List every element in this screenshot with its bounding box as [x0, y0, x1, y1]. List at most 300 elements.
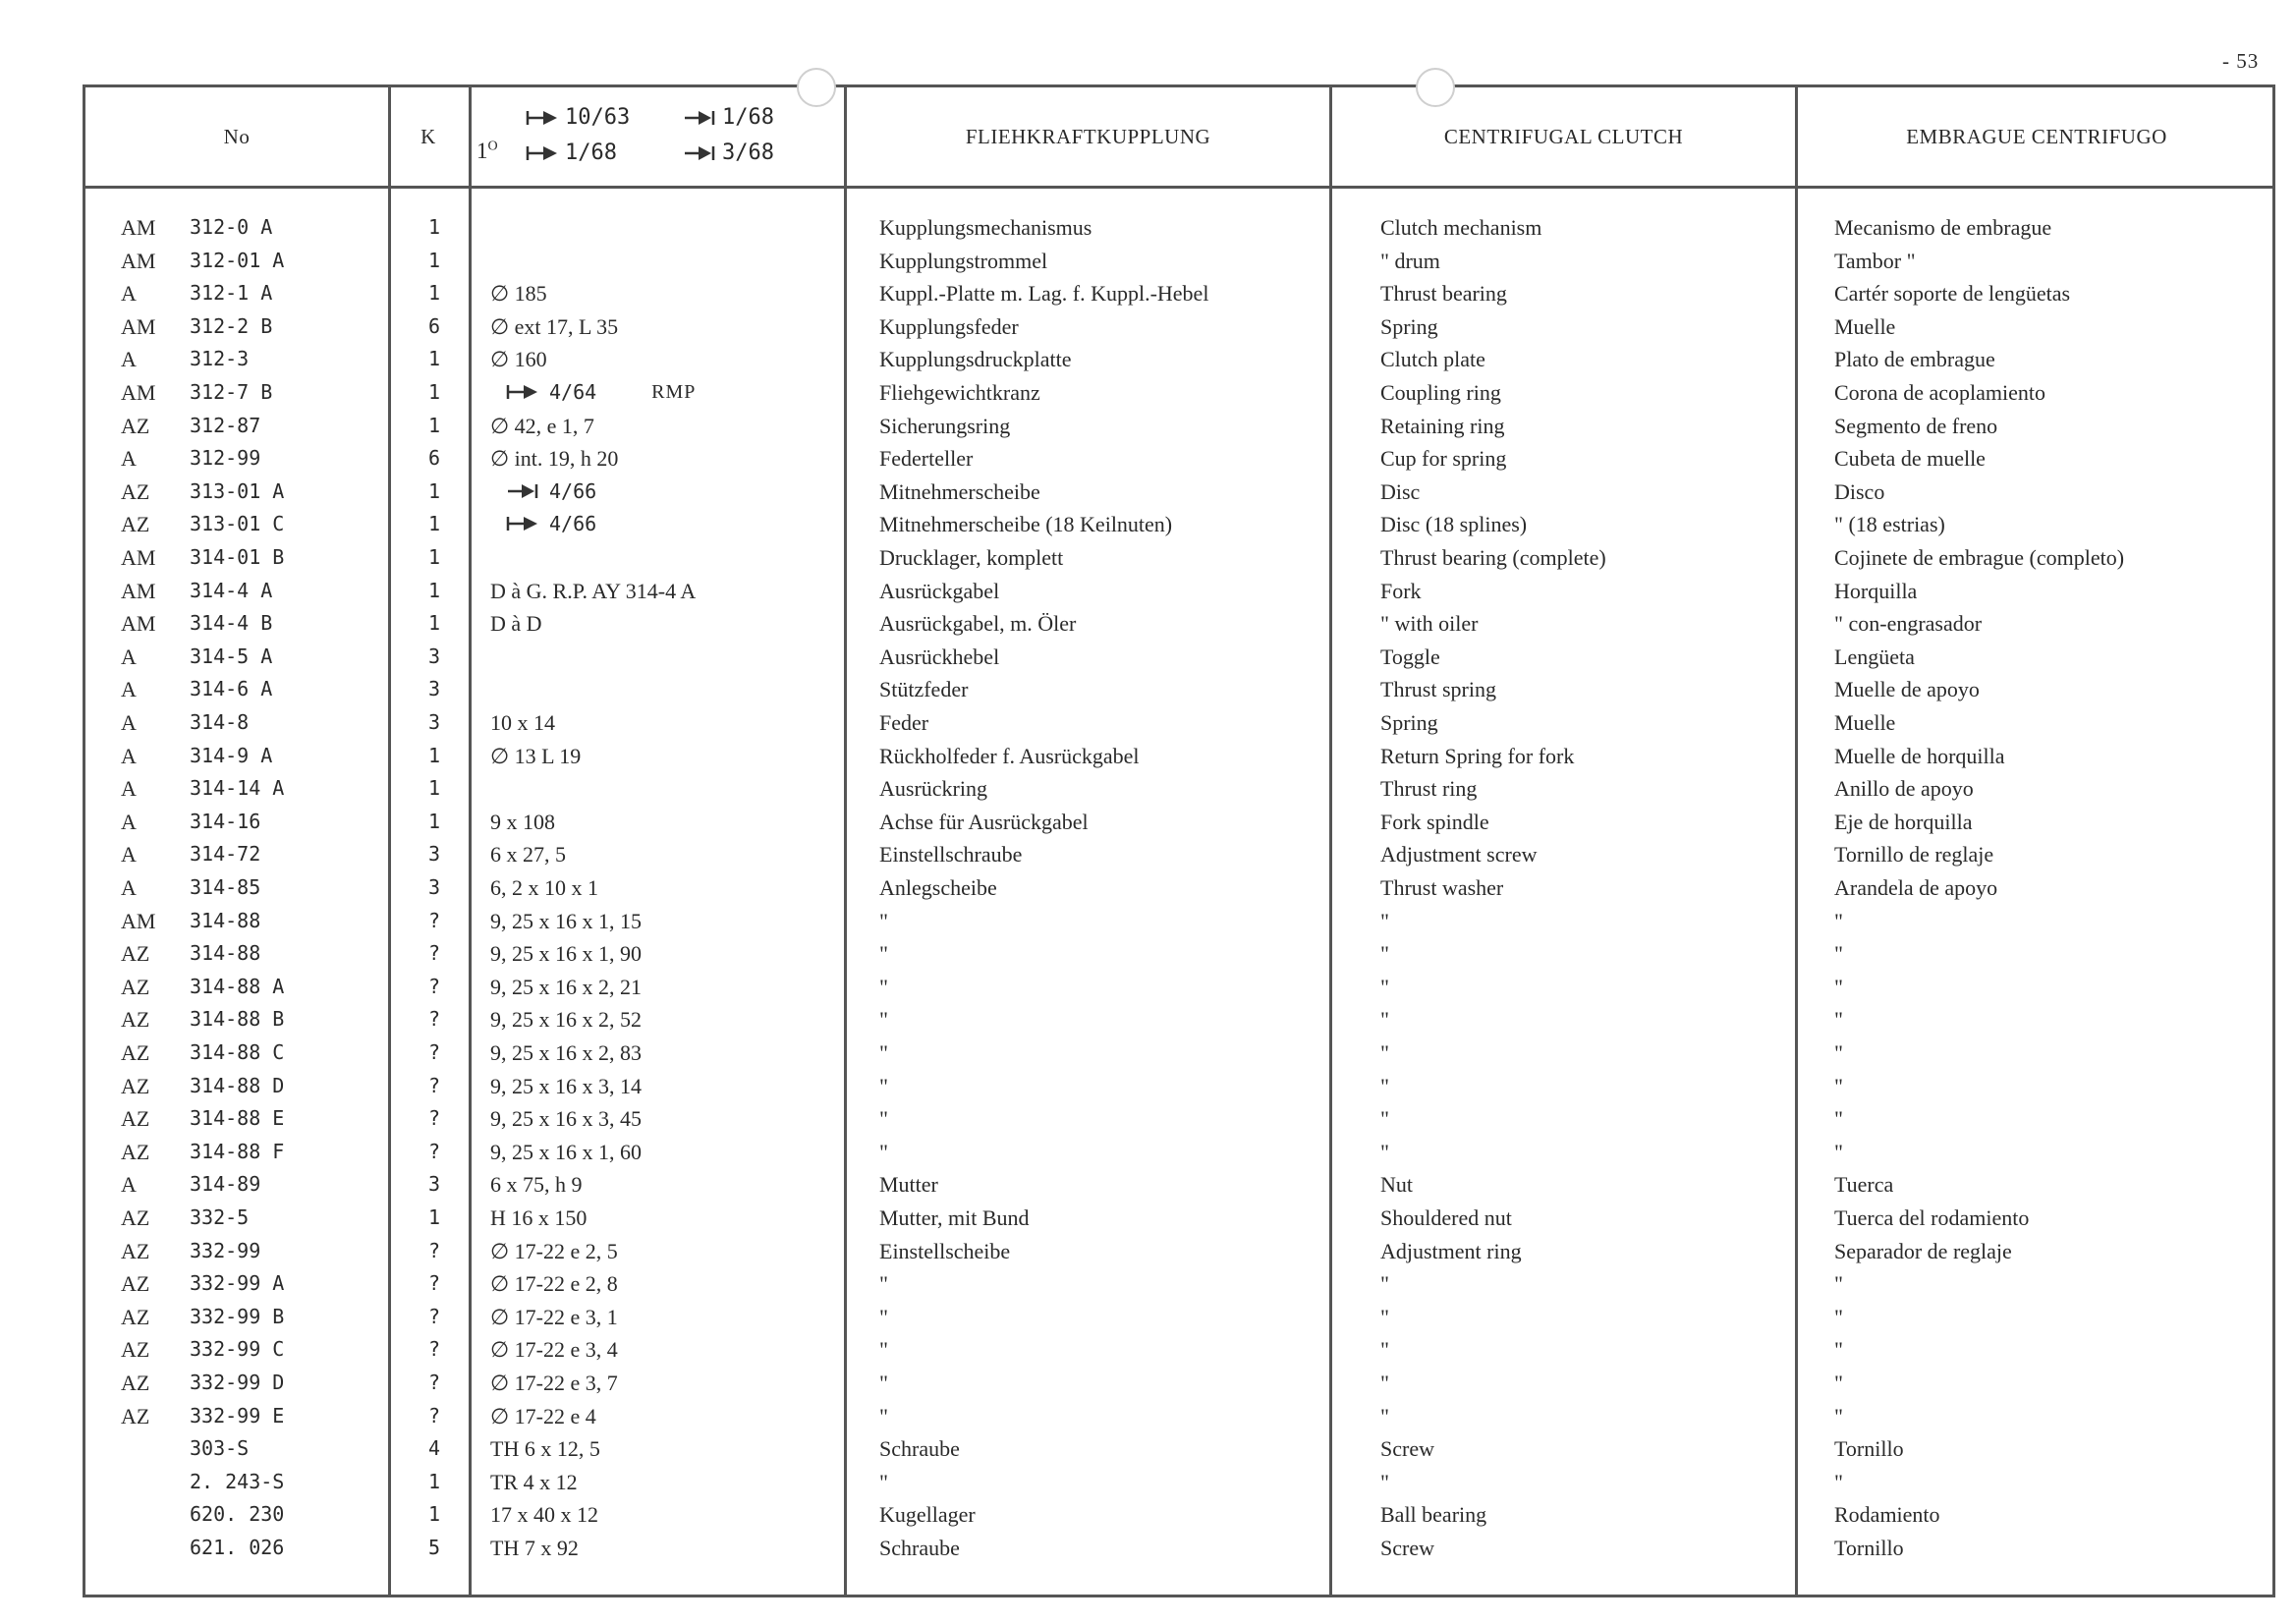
table-row [85, 744, 2272, 777]
german-description: " [879, 1139, 888, 1164]
table-row [85, 380, 2272, 414]
part-spec: 4/66 [490, 479, 596, 503]
table-row [85, 1371, 2272, 1404]
english-description: Thrust ring [1380, 776, 1478, 802]
part-number: 314-89 [190, 1172, 261, 1197]
part-quantity: 1 [427, 215, 441, 239]
spanish-description: Tuerca del rodamiento [1834, 1205, 2030, 1230]
german-description: " [879, 1304, 888, 1329]
part-spec: ∅ 17-22 e 3, 1 [490, 1304, 618, 1329]
spanish-description: Anillo de apoyo [1834, 776, 1974, 802]
part-spec: 6, 2 x 10 x 1 [490, 875, 598, 900]
part-spec: TH 7 x 92 [490, 1536, 579, 1560]
part-quantity: ? [427, 1304, 441, 1328]
part-prefix: AZ [121, 478, 150, 504]
part-spec: D à G. R.P. AY 314-4 A [490, 578, 697, 603]
english-description: Screw [1380, 1536, 1434, 1560]
table-row [85, 810, 2272, 843]
part-prefix: AZ [121, 1040, 150, 1065]
german-description: Mutter, mit Bund [879, 1205, 1030, 1230]
part-prefix: AM [121, 248, 156, 273]
german-description: Mutter [879, 1172, 938, 1198]
german-description: " [879, 1007, 888, 1033]
part-spec: ∅ 17-22 e 3, 4 [490, 1337, 618, 1363]
spanish-description: Disco [1834, 478, 1885, 504]
part-prefix: AZ [121, 974, 150, 999]
part-prefix: AZ [121, 941, 150, 967]
column-header-english: CENTRIFUGAL CLUTCH [1443, 124, 1684, 148]
english-description: " [1380, 1073, 1389, 1098]
part-number: 620. 230 [190, 1502, 285, 1527]
english-description: Cup for spring [1380, 446, 1507, 472]
part-spec: ∅ 17-22 e 2, 5 [490, 1238, 618, 1263]
english-description: " drum [1380, 248, 1440, 273]
spanish-description: Corona de acoplamiento [1834, 380, 2046, 405]
part-prefix: AZ [121, 1238, 150, 1263]
part-quantity: 1 [427, 545, 441, 569]
part-quantity: 1 [427, 1205, 441, 1229]
table-row [85, 1040, 2272, 1074]
german-description: Kupplungstrommel [879, 248, 1048, 273]
english-description: Shouldered nut [1380, 1205, 1512, 1230]
spanish-description: " [1834, 1271, 1843, 1297]
part-number: 312-99 [190, 446, 261, 471]
german-description: Kugellager [879, 1502, 976, 1528]
table-row [85, 1239, 2272, 1272]
part-prefix: AM [121, 578, 156, 603]
spanish-description: " [1834, 1403, 1843, 1428]
part-number: 332-5 [190, 1205, 250, 1229]
part-spec: 4/64 RMP [490, 380, 696, 404]
part-quantity: ? [427, 1073, 441, 1097]
german-description: Sicherungsring [879, 413, 1011, 438]
part-quantity: ? [427, 941, 441, 966]
start-arrow-icon [506, 383, 539, 401]
part-prefix: AM [121, 380, 156, 405]
part-quantity: 1 [427, 611, 441, 636]
part-prefix: A [121, 1172, 137, 1198]
english-description: Fork spindle [1380, 809, 1489, 834]
part-number: 314-01 B [190, 545, 285, 569]
column-header-german: FLIEHKRAFTKUPPLUNG [965, 124, 1211, 148]
part-number: 314-88 F [190, 1139, 285, 1163]
german-description: Kupplungsdruckplatte [879, 347, 1072, 372]
end-arrow-icon [683, 109, 716, 127]
part-spec: 6 x 27, 5 [490, 842, 566, 868]
part-number: 312-2 B [190, 313, 273, 338]
part-quantity: 1 [427, 578, 441, 602]
part-prefix: A [121, 743, 137, 768]
german-description: " [879, 1106, 888, 1132]
part-spec: 9 x 108 [490, 809, 555, 834]
part-spec: 9, 25 x 16 x 2, 21 [490, 974, 642, 999]
table-row [85, 249, 2272, 282]
part-prefix: AM [121, 545, 156, 570]
german-description: Ausrückgabel, m. Öler [879, 611, 1077, 637]
english-description: " [1380, 1337, 1389, 1363]
spanish-description: Horquilla [1834, 578, 1918, 603]
part-quantity: 6 [427, 313, 441, 338]
spanish-description: Tornillo de reglaje [1834, 842, 1994, 868]
part-quantity: ? [427, 1337, 441, 1362]
english-description: Thrust bearing (complete) [1380, 545, 1606, 570]
part-prefix: AZ [121, 1139, 150, 1164]
part-quantity: ? [427, 1106, 441, 1131]
english-description: Retaining ring [1380, 413, 1505, 438]
part-quantity: 1 [427, 248, 441, 272]
german-description: Stützfeder [879, 677, 969, 702]
table-row [85, 875, 2272, 909]
table-row [85, 1271, 2272, 1305]
table-row [85, 710, 2272, 744]
part-number: 314-88 [190, 908, 261, 932]
part-quantity: 1 [427, 743, 441, 767]
part-spec: TR 4 x 12 [490, 1469, 578, 1494]
english-description: Nut [1380, 1172, 1413, 1198]
part-quantity: 1 [427, 413, 441, 437]
german-description: " [879, 1073, 888, 1098]
english-description: Disc [1380, 478, 1421, 504]
german-description: Drucklager, komplett [879, 545, 1064, 570]
spanish-description: " [1834, 1469, 1843, 1494]
table-row [85, 1007, 2272, 1040]
german-description: " [879, 1040, 888, 1065]
column-header-spanish: EMBRAGUE CENTRIFUGO [1906, 124, 2167, 148]
part-number: 312-3 [190, 347, 250, 371]
table-row [85, 479, 2272, 513]
english-description: " [1380, 1007, 1389, 1033]
german-description: Kuppl.-Platte m. Lag. f. Kuppl.-Hebel [879, 281, 1209, 307]
table-row [85, 215, 2272, 249]
part-quantity: 1 [427, 776, 441, 801]
part-prefix: A [121, 347, 137, 372]
spanish-description: " [1834, 1073, 1843, 1098]
table-row [85, 611, 2272, 644]
table-row [85, 1404, 2272, 1437]
part-spec: 17 x 40 x 12 [490, 1502, 598, 1528]
part-number: 303-S [190, 1436, 250, 1461]
part-prefix: A [121, 776, 137, 802]
start-arrow-icon [526, 144, 559, 162]
table-row [85, 909, 2272, 942]
part-quantity: 1 [427, 809, 441, 833]
part-spec: ∅ 17-22 e 3, 7 [490, 1371, 618, 1395]
part-spec: ∅ 17-22 e 4 [490, 1403, 596, 1428]
spanish-description: Separador de reglaje [1834, 1238, 2012, 1263]
part-number: 314-4 A [190, 578, 273, 602]
table-row [85, 545, 2272, 579]
part-prefix: A [121, 677, 137, 702]
spanish-description: " [1834, 908, 1843, 933]
part-spec: ∅ 17-22 e 2, 8 [490, 1271, 618, 1297]
german-description: Ausrückhebel [879, 644, 1000, 669]
spanish-description: Cartér soporte de lengüetas [1834, 281, 2071, 307]
part-number: 332-99 A [190, 1271, 285, 1296]
english-description: " [1380, 941, 1389, 967]
part-spec: 9, 25 x 16 x 3, 45 [490, 1106, 642, 1132]
german-description: " [879, 908, 888, 933]
spanish-description: " [1834, 1304, 1843, 1329]
part-prefix: AZ [121, 413, 150, 438]
german-description: " [879, 1271, 888, 1297]
english-description: Adjustment screw [1380, 842, 1538, 868]
table-row [85, 281, 2272, 314]
part-prefix: AZ [121, 1271, 150, 1297]
part-prefix: A [121, 644, 137, 669]
part-spec: ∅ ext 17, L 35 [490, 313, 619, 339]
part-spec: ∅ int. 19, h 20 [490, 446, 619, 472]
spec-note: RMP [651, 380, 697, 403]
table-row [85, 1172, 2272, 1205]
spanish-description: Muelle de apoyo [1834, 677, 1980, 702]
part-prefix: AZ [121, 1007, 150, 1033]
part-quantity: 1 [427, 1502, 441, 1527]
part-spec: H 16 x 150 [490, 1205, 588, 1230]
part-quantity: ? [427, 1403, 441, 1428]
part-prefix: AM [121, 611, 156, 637]
part-prefix: AZ [121, 1106, 150, 1132]
part-number: 314-88 D [190, 1073, 285, 1097]
part-number: 314-6 A [190, 677, 273, 701]
english-description: Adjustment ring [1380, 1238, 1522, 1263]
spanish-description: " [1834, 941, 1843, 967]
german-description: " [879, 1371, 888, 1395]
part-number: 312-01 A [190, 248, 285, 272]
part-quantity: ? [427, 1139, 441, 1163]
table-row [85, 776, 2272, 810]
part-spec: ∅ 185 [490, 281, 547, 307]
table-row [85, 941, 2272, 975]
german-description: Kupplungsmechanismus [879, 215, 1092, 240]
table-row [85, 1436, 2272, 1470]
english-description: Screw [1380, 1436, 1434, 1462]
column-header-spec [469, 87, 844, 186]
english-description: Thrust washer [1380, 875, 1504, 900]
parts-table [83, 84, 2275, 1597]
part-prefix: A [121, 875, 137, 900]
table-row [85, 1140, 2272, 1173]
spec-header-item: 10/63 [526, 105, 630, 130]
english-description: " [1380, 1304, 1389, 1329]
part-number: 313-01 C [190, 512, 285, 536]
german-description: Achse für Ausrückgabel [879, 809, 1089, 834]
spanish-description: Segmento de freno [1834, 413, 1998, 438]
english-description: Clutch mechanism [1380, 215, 1542, 240]
spanish-description: " [1834, 1371, 1843, 1395]
part-spec: 10 x 14 [490, 710, 555, 735]
end-arrow-icon [683, 144, 716, 162]
part-prefix: AZ [121, 1205, 150, 1230]
part-spec: 9, 25 x 16 x 1, 90 [490, 941, 642, 967]
part-prefix: AZ [121, 1073, 150, 1098]
english-description: Ball bearing [1380, 1502, 1487, 1528]
part-number: 314-72 [190, 842, 261, 867]
spec-header-item: 1/68 [683, 105, 774, 130]
table-row [85, 842, 2272, 875]
part-spec: ∅ 42, e 1, 7 [490, 413, 594, 438]
part-number: 332-99 [190, 1238, 261, 1262]
spanish-description: Cubeta de muelle [1834, 446, 1986, 472]
english-description: Return Spring for fork [1380, 743, 1575, 768]
german-description: Einstellscheibe [879, 1238, 1011, 1263]
part-number: 314-88 A [190, 974, 285, 998]
part-quantity: ? [427, 908, 441, 932]
table-row [85, 347, 2272, 380]
part-quantity: 3 [427, 1172, 441, 1197]
part-spec: 9, 25 x 16 x 1, 15 [490, 908, 642, 933]
spec-header-item: 1/68 [526, 140, 617, 165]
table-row [85, 644, 2272, 678]
part-spec: TH 6 x 12, 5 [490, 1436, 600, 1462]
german-description: Anlegscheibe [879, 875, 997, 900]
table-row [85, 1337, 2272, 1371]
german-description: Einstellschraube [879, 842, 1023, 868]
german-description: Mitnehmerscheibe [879, 478, 1040, 504]
table-row [85, 446, 2272, 479]
page-number: - 53 [2222, 49, 2260, 73]
german-description: " [879, 1403, 888, 1428]
part-number: 314-8 [190, 710, 250, 734]
part-number: 314-88 E [190, 1106, 285, 1131]
english-description: " with oiler [1380, 611, 1479, 637]
english-description: Clutch plate [1380, 347, 1485, 372]
part-number: 314-5 A [190, 644, 273, 668]
part-prefix: AZ [121, 512, 150, 537]
table-row [85, 1470, 2272, 1503]
part-quantity: 1 [427, 281, 441, 306]
spanish-description: Cojinete de embrague (completo) [1834, 545, 2125, 570]
part-quantity: 3 [427, 842, 441, 867]
german-description: Feder [879, 710, 929, 735]
part-prefix: AZ [121, 1337, 150, 1363]
spanish-description: Muelle [1834, 710, 1896, 735]
german-description: Kupplungsfeder [879, 313, 1019, 339]
spanish-description: " [1834, 974, 1843, 999]
part-number: 314-14 A [190, 776, 285, 801]
english-description: " [1380, 974, 1389, 999]
spanish-description: Tornillo [1834, 1436, 1904, 1462]
part-prefix: AM [121, 908, 156, 933]
part-quantity: 1 [427, 1469, 441, 1493]
part-prefix: AM [121, 215, 156, 240]
part-prefix: A [121, 842, 137, 868]
spanish-description: Arandela de apoyo [1834, 875, 1998, 900]
spec-header-item: 3/68 [683, 140, 774, 165]
spanish-description: Muelle de horquilla [1834, 743, 2005, 768]
english-description: " [1380, 1371, 1389, 1395]
part-number: 312-87 [190, 413, 261, 437]
english-description: Disc (18 splines) [1380, 512, 1528, 537]
part-quantity: 3 [427, 644, 441, 668]
table-row [85, 579, 2272, 612]
spanish-description: Muelle [1834, 313, 1896, 339]
english-description: " [1380, 1040, 1389, 1065]
column-header-no: No [223, 124, 251, 148]
english-description: " [1380, 1469, 1389, 1494]
part-prefix: AZ [121, 1304, 150, 1329]
part-number: 332-99 D [190, 1371, 285, 1394]
part-spec: 9, 25 x 16 x 2, 52 [490, 1007, 642, 1033]
table-row [85, 1305, 2272, 1338]
german-description: " [879, 1337, 888, 1363]
german-description: Schraube [879, 1536, 960, 1560]
part-spec: 9, 25 x 16 x 2, 83 [490, 1040, 642, 1065]
part-quantity: 5 [427, 1536, 441, 1559]
table-row [85, 975, 2272, 1008]
part-spec: 6 x 75, h 9 [490, 1172, 583, 1198]
english-description: " [1380, 1403, 1389, 1428]
part-prefix: A [121, 446, 137, 472]
spanish-description: Plato de embrague [1834, 347, 1995, 372]
part-number: 313-01 A [190, 478, 285, 503]
spanish-description: " [1834, 1007, 1843, 1033]
part-number: 314-88 [190, 941, 261, 966]
english-description: Thrust spring [1380, 677, 1496, 702]
part-quantity: 3 [427, 875, 441, 899]
part-number: 312-1 A [190, 281, 273, 306]
german-description: " [879, 974, 888, 999]
table-row [85, 1106, 2272, 1140]
part-quantity: 3 [427, 677, 441, 701]
part-quantity: ? [427, 1371, 441, 1394]
english-description: " [1380, 1139, 1389, 1164]
german-description: Fliehgewichtkranz [879, 380, 1040, 405]
spanish-description: " [1834, 1106, 1843, 1132]
table-row [85, 1536, 2272, 1569]
part-quantity: 1 [427, 478, 441, 503]
german-description: " [879, 941, 888, 967]
spanish-description: " [1834, 1139, 1843, 1164]
part-spec: 4/66 [490, 512, 596, 535]
german-description: " [879, 1469, 888, 1494]
english-description: Thrust bearing [1380, 281, 1507, 307]
spanish-description: Eje de horquilla [1834, 809, 1973, 834]
table-row [85, 1074, 2272, 1107]
part-number: 621. 026 [190, 1536, 285, 1559]
table-row [85, 512, 2272, 545]
table-row [85, 1205, 2272, 1239]
spanish-description: " [1834, 1337, 1843, 1363]
part-number: 312-0 A [190, 215, 273, 239]
spanish-description: Lengüeta [1834, 644, 1915, 669]
part-number: 314-9 A [190, 743, 273, 767]
english-description: Spring [1380, 313, 1438, 339]
german-description: Ausrückring [879, 776, 987, 802]
spanish-description: " con-engrasador [1834, 611, 1983, 637]
part-prefix: AZ [121, 1403, 150, 1428]
spanish-description: " [1834, 1040, 1843, 1065]
spanish-description: Mecanismo de embrague [1834, 215, 2052, 240]
part-quantity: 1 [427, 512, 441, 536]
spanish-description: Tornillo [1834, 1536, 1904, 1560]
part-quantity: ? [427, 1040, 441, 1064]
start-arrow-icon [526, 109, 559, 127]
part-quantity: ? [427, 1007, 441, 1032]
part-number: 314-85 [190, 875, 261, 899]
part-spec: 9, 25 x 16 x 3, 14 [490, 1073, 642, 1098]
part-quantity: 1 [427, 380, 441, 404]
table-row [85, 1502, 2272, 1536]
english-description: " [1380, 1271, 1389, 1297]
german-description: Schraube [879, 1436, 960, 1462]
column-header-k: K [420, 124, 436, 148]
part-number: 312-7 B [190, 380, 273, 404]
german-description: Rückholfeder f. Ausrückgabel [879, 743, 1140, 768]
part-prefix: A [121, 281, 137, 307]
part-quantity: ? [427, 974, 441, 998]
part-spec: ∅ 13 L 19 [490, 743, 582, 768]
table-row [85, 414, 2272, 447]
